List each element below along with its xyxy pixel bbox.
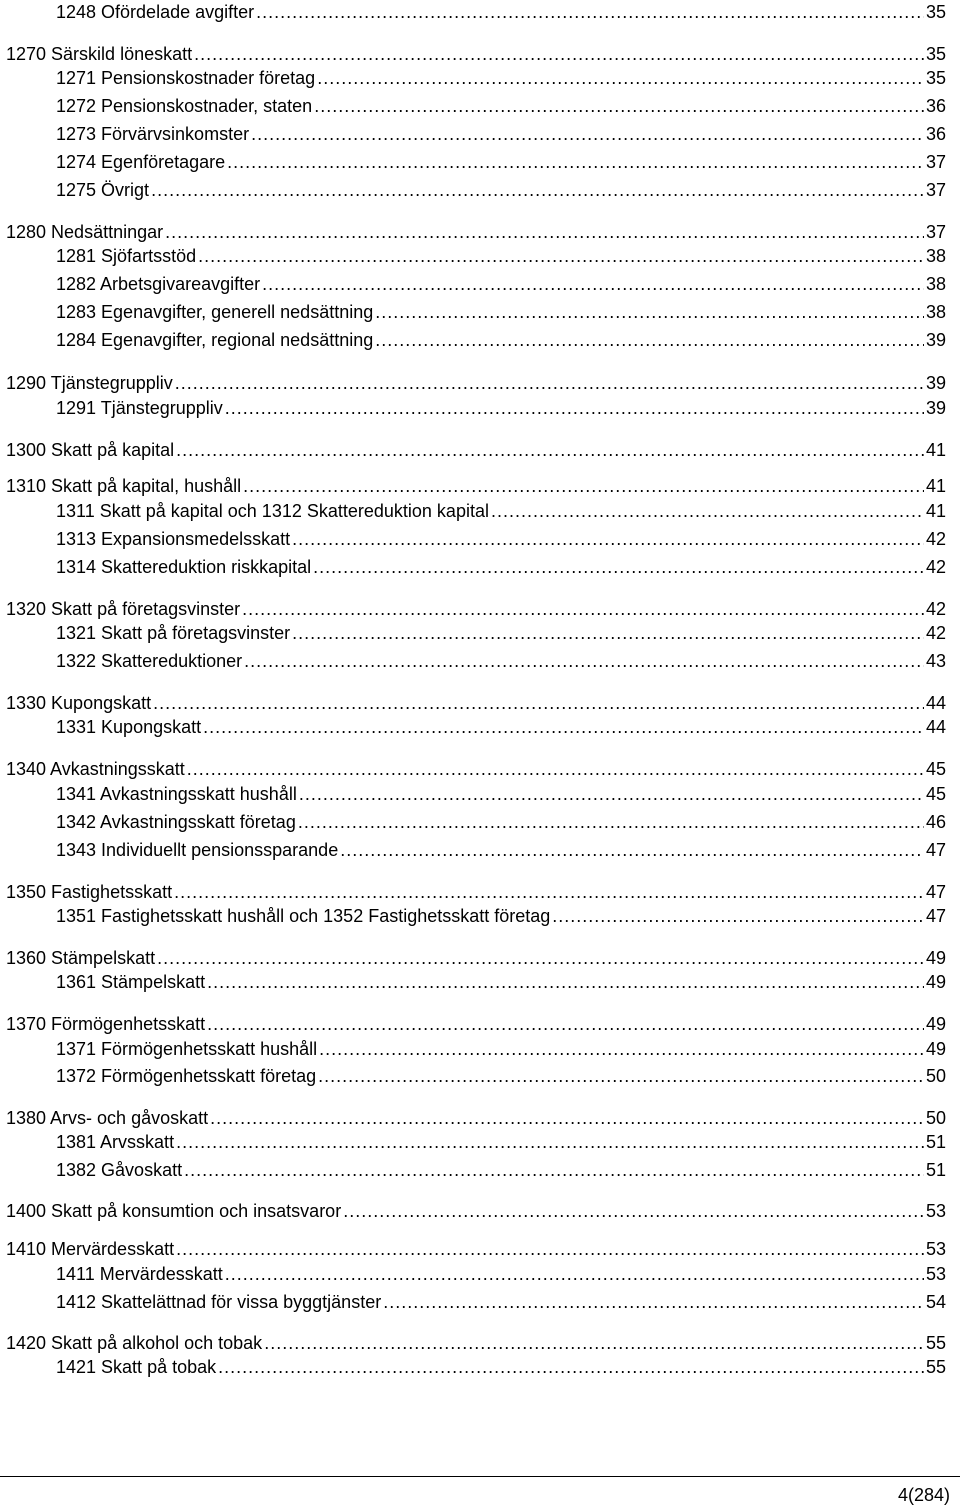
toc-entry-label: 1360 Stämpelskatt — [6, 948, 156, 968]
toc-entry[interactable] — [56, 1065, 946, 1087]
toc-entry[interactable] — [56, 151, 946, 173]
toc-entry-label: 1410 Mervärdesskatt — [6, 1239, 175, 1259]
toc-entry-page: 42 — [925, 599, 946, 619]
toc-entry[interactable] — [56, 839, 946, 861]
toc-entry[interactable] — [56, 811, 946, 833]
toc-entry-label: 1382 Gåvoskatt — [56, 1160, 183, 1180]
dot-leader — [151, 179, 924, 201]
toc-entry-page: 35 — [925, 44, 946, 64]
dot-leader — [343, 1200, 924, 1222]
footer-divider — [0, 1476, 960, 1477]
toc-entry-page: 36 — [925, 124, 946, 144]
dot-leader — [299, 783, 924, 805]
toc-entry-label: 1341 Avkastningsskatt hushåll — [56, 784, 297, 804]
toc-entry-label: 1361 Stämpelskatt — [56, 972, 206, 992]
toc-entry-page: 39 — [925, 398, 946, 418]
toc-entry-page: 43 — [925, 651, 946, 671]
dot-leader — [317, 67, 924, 89]
toc-entry-label: 1322 Skattereduktioner — [56, 651, 243, 671]
toc-entry-label: 1313 Expansionsmedelsskatt — [56, 529, 291, 549]
dot-leader — [251, 123, 924, 145]
toc-entry-page: 41 — [925, 440, 946, 460]
dot-leader — [225, 397, 924, 419]
dot-leader — [165, 221, 924, 243]
toc-entry-label: 1412 Skattelättnad för vissa byggtjänster — [56, 1292, 382, 1312]
toc-entry[interactable] — [6, 692, 946, 714]
toc-entry[interactable] — [56, 67, 946, 89]
toc-entry[interactable] — [56, 650, 946, 672]
dot-leader — [176, 1131, 924, 1153]
toc-entry-label: 1291 Tjänstegruppliv — [56, 398, 223, 418]
toc-entry-label: 1411 Mervärdesskatt — [56, 1264, 223, 1284]
toc-entry[interactable] — [6, 1200, 946, 1222]
dot-leader — [176, 439, 924, 461]
toc-entry-page: 55 — [925, 1357, 946, 1377]
toc-entry-label: 1330 Kupongskatt — [6, 693, 152, 713]
toc-entry-page: 50 — [925, 1108, 946, 1128]
dot-leader — [243, 475, 924, 497]
toc-entry-label: 1321 Skatt på företagsvinster — [56, 623, 291, 643]
toc-entry-label: 1280 Nedsättningar — [6, 222, 164, 242]
toc-entry-page: 35 — [925, 2, 946, 22]
dot-leader — [292, 528, 924, 550]
toc-entry-page: 51 — [925, 1132, 946, 1152]
toc-entry[interactable] — [56, 528, 946, 550]
toc-entry-label: 1331 Kupongskatt — [56, 717, 202, 737]
dot-leader — [314, 95, 924, 117]
toc-entry[interactable] — [56, 1038, 946, 1060]
toc-entry-label: 1300 Skatt på kapital — [6, 440, 175, 460]
toc-entry[interactable] — [56, 500, 946, 522]
toc-entry[interactable] — [6, 221, 946, 243]
dot-leader — [383, 1291, 924, 1313]
toc-entry-label: 1351 Fastighetsskatt hushåll och 1352 Fastighetsskatt företag — [56, 906, 551, 926]
toc-entry-page: 47 — [925, 882, 946, 902]
dot-leader — [313, 556, 924, 578]
toc-entry-label: 1314 Skattereduktion riskkapital — [56, 557, 312, 577]
toc-entry-page: 49 — [925, 1014, 946, 1034]
toc-entry-label: 1272 Pensionskostnader, staten — [56, 96, 313, 116]
toc-entry-page: 44 — [925, 693, 946, 713]
dot-leader — [244, 650, 924, 672]
dot-leader — [491, 500, 924, 522]
toc-entry-page: 42 — [925, 623, 946, 643]
dot-leader — [552, 905, 924, 927]
toc-entry-label: 1273 Förvärvsinkomster — [56, 124, 250, 144]
toc-entry-label: 1274 Egenföretagare — [56, 152, 226, 172]
toc-entry-page: 45 — [925, 784, 946, 804]
toc-entry-page: 39 — [925, 330, 946, 350]
toc-entry[interactable] — [56, 273, 946, 295]
toc-entry-page: 53 — [925, 1239, 946, 1259]
toc-entry[interactable] — [56, 1131, 946, 1153]
dot-leader — [298, 811, 924, 833]
toc-entry[interactable] — [6, 881, 946, 903]
toc-entry[interactable] — [56, 1159, 946, 1181]
toc-entry-label: 1371 Förmögenhetsskatt hushåll — [56, 1039, 318, 1059]
dot-leader — [207, 971, 924, 993]
toc-entry-page: 49 — [925, 1039, 946, 1059]
dot-leader — [187, 758, 924, 780]
toc-entry-page: 54 — [925, 1292, 946, 1312]
toc-entry[interactable] — [6, 1013, 946, 1035]
dot-leader — [319, 1038, 924, 1060]
toc-entry[interactable] — [56, 1291, 946, 1313]
dot-leader — [176, 1238, 924, 1260]
toc-entry-page: 38 — [925, 302, 946, 322]
toc-entry-label: 1320 Skatt på företagsvinster — [6, 599, 241, 619]
dot-leader — [264, 1332, 924, 1354]
toc-entry-page: 35 — [925, 68, 946, 88]
toc-entry-page: 42 — [925, 557, 946, 577]
toc-entry[interactable] — [56, 1263, 946, 1285]
toc-entry-label: 1372 Förmögenhetsskatt företag — [56, 1066, 317, 1086]
dot-leader — [203, 716, 924, 738]
dot-leader — [225, 1263, 924, 1285]
toc-entry-label: 1310 Skatt på kapital, hushåll — [6, 476, 242, 496]
toc-entry[interactable] — [6, 372, 946, 394]
toc-entry[interactable] — [6, 758, 946, 780]
toc-entry[interactable] — [56, 329, 946, 351]
dot-leader — [174, 881, 924, 903]
toc-entry-page: 45 — [925, 759, 946, 779]
dot-leader — [157, 947, 924, 969]
toc-entry-page: 38 — [925, 246, 946, 266]
toc-entry-page: 37 — [925, 222, 946, 242]
toc-entry-page: 36 — [925, 96, 946, 116]
toc-entry[interactable] — [56, 123, 946, 145]
toc-entry-page: 42 — [925, 529, 946, 549]
dot-leader — [175, 372, 924, 394]
dot-leader — [227, 151, 924, 173]
toc-entry-label: 1342 Avkastningsskatt företag — [56, 812, 296, 832]
toc-entry[interactable] — [6, 475, 946, 497]
toc-entry[interactable] — [56, 301, 946, 323]
dot-leader — [207, 1013, 924, 1035]
toc-entry-page: 38 — [925, 274, 946, 294]
toc-entry-label: 1370 Förmögenhetsskatt — [6, 1014, 206, 1034]
dot-leader — [184, 1159, 924, 1181]
dot-leader — [198, 245, 924, 267]
toc-entry[interactable] — [56, 1356, 946, 1378]
toc-entry[interactable] — [56, 716, 946, 738]
dot-leader — [218, 1356, 924, 1378]
dot-leader — [210, 1107, 924, 1129]
toc-entry-label: 1248 Ofördelade avgifter — [56, 2, 255, 22]
toc-entry-page: 53 — [925, 1201, 946, 1221]
toc-entry-label: 1275 Övrigt — [56, 180, 150, 200]
toc-entry-label: 1271 Pensionskostnader företag — [56, 68, 316, 88]
toc-entry-page: 41 — [925, 476, 946, 496]
dot-leader — [256, 1, 924, 23]
toc-entry-label: 1340 Avkastningsskatt — [6, 759, 185, 779]
toc-entry-label: 1381 Arvsskatt — [56, 1132, 175, 1152]
toc-entry-label: 1284 Egenavgifter, regional nedsättning — [56, 330, 374, 350]
dot-leader — [340, 839, 924, 861]
toc-entry-page: 39 — [925, 373, 946, 393]
toc-entry-label: 1380 Arvs- och gåvoskatt — [6, 1108, 209, 1128]
toc-entry-page: 47 — [925, 840, 946, 860]
toc-entry-page: 37 — [925, 180, 946, 200]
toc-entry-page: 44 — [925, 717, 946, 737]
dot-leader — [194, 43, 924, 65]
dot-leader — [375, 301, 924, 323]
toc-entry[interactable] — [6, 1107, 946, 1129]
toc-entry[interactable] — [56, 1, 946, 23]
toc-entry-label: 1311 Skatt på kapital och 1312 Skattereduktion kapital — [56, 501, 489, 521]
toc-entry-label: 1270 Särskild löneskatt — [6, 44, 193, 64]
toc-entry-page: 53 — [925, 1264, 946, 1284]
toc-entry[interactable] — [56, 905, 946, 927]
toc-entry[interactable] — [6, 1238, 946, 1260]
toc-entry[interactable] — [56, 783, 946, 805]
toc-entry-page: 47 — [925, 906, 946, 926]
toc-entry-label: 1420 Skatt på alkohol och tobak — [6, 1333, 263, 1353]
toc-entry-label: 1281 Sjöfartsstöd — [56, 246, 197, 266]
dot-leader — [262, 273, 924, 295]
dot-leader — [153, 692, 924, 714]
toc-entry-label: 1282 Arbetsgivareavgifter — [56, 274, 261, 294]
toc-entry-label: 1400 Skatt på konsumtion och insatsvaror — [6, 1201, 342, 1221]
toc-entry[interactable] — [6, 598, 946, 620]
toc-entry[interactable] — [56, 622, 946, 644]
toc-entry-page: 37 — [925, 152, 946, 172]
toc-entry-label: 1350 Fastighetsskatt — [6, 882, 173, 902]
page-number: 4(284) — [897, 1485, 950, 1505]
toc-entry[interactable] — [56, 556, 946, 578]
dot-leader — [242, 598, 924, 620]
toc-entry-label: 1290 Tjänstegruppliv — [6, 373, 173, 393]
dot-leader — [318, 1065, 924, 1087]
toc-entry-page: 49 — [925, 972, 946, 992]
toc-entry-page: 51 — [925, 1160, 946, 1180]
toc-entry[interactable] — [6, 1332, 946, 1354]
toc-entry-page: 46 — [925, 812, 946, 832]
toc-entry-page: 50 — [925, 1066, 946, 1086]
dot-leader — [292, 622, 924, 644]
dot-leader — [375, 329, 924, 351]
toc-entry[interactable] — [6, 43, 946, 65]
toc-entry[interactable] — [6, 439, 946, 461]
toc-entry[interactable] — [56, 971, 946, 993]
toc-entry-label: 1343 Individuellt pensionssparande — [56, 840, 339, 860]
toc-entry-label: 1421 Skatt på tobak — [56, 1357, 217, 1377]
toc-entry[interactable] — [6, 947, 946, 969]
toc-entry[interactable] — [56, 179, 946, 201]
toc-entry[interactable] — [56, 95, 946, 117]
toc-entry[interactable] — [56, 245, 946, 267]
toc-entry-page: 55 — [925, 1333, 946, 1353]
toc-entry-label: 1283 Egenavgifter, generell nedsättning — [56, 302, 374, 322]
toc-entry-page: 41 — [925, 501, 946, 521]
toc-entry-page: 49 — [925, 948, 946, 968]
toc-entry[interactable] — [56, 397, 946, 419]
